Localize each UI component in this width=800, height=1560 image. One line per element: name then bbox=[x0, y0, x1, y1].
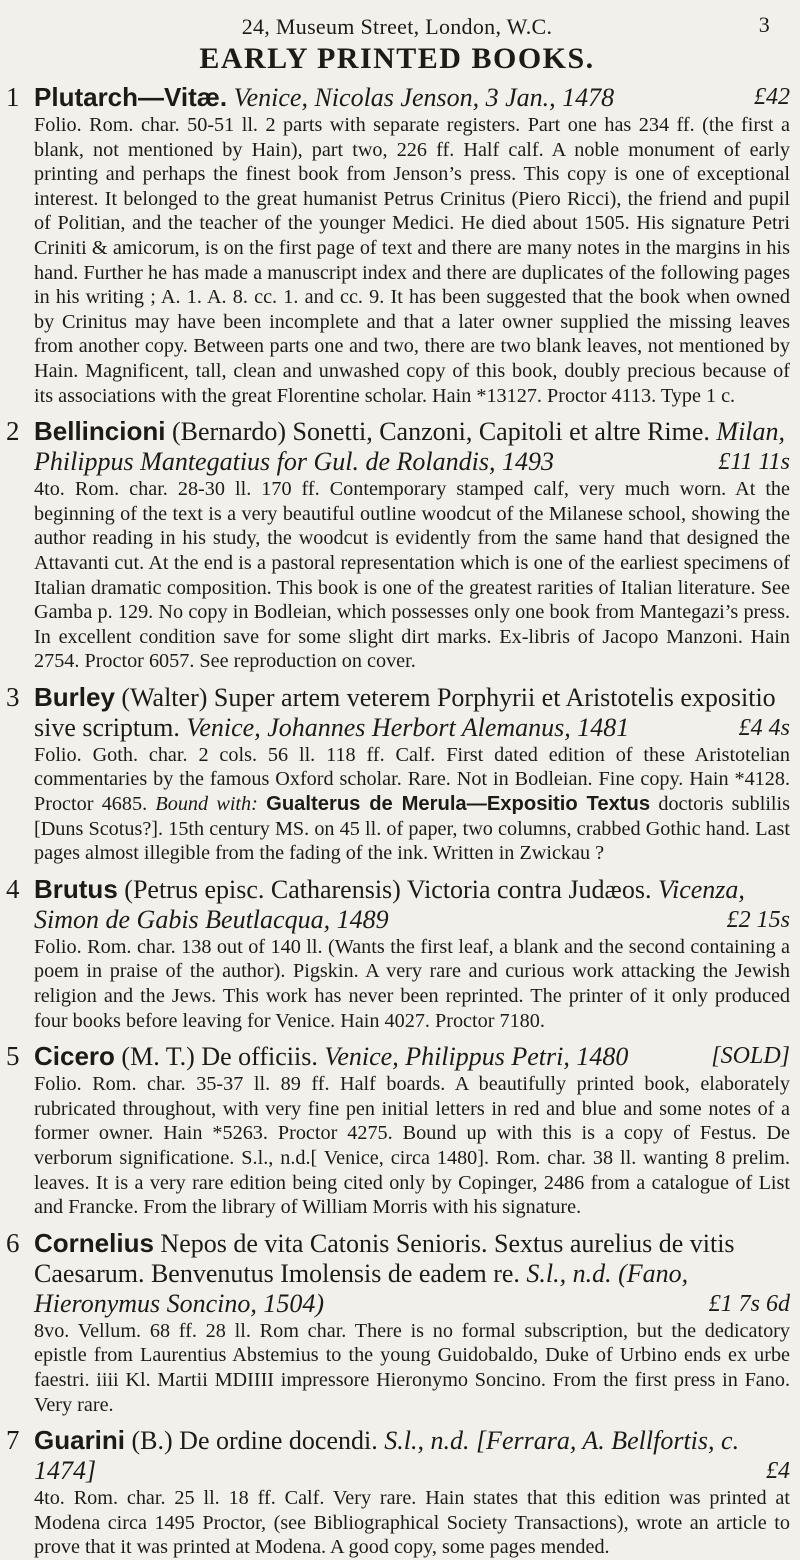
entry-price: £1 7s 6d bbox=[708, 1290, 790, 1317]
catalogue-entry bbox=[4, 82, 790, 408]
address: 24, Museum Street, London, W.C. bbox=[241, 14, 553, 39]
section-title: EARLY PRINTED BOOKS. bbox=[199, 42, 595, 75]
entry-description: Folio. Rom. char. 35-37 ll. 89 ff. Half boards. A beautifully printed book, elaborately rubricated throughout, with very fine pen initial letters in red and blue and some notes of a former owner. Hain *5263. Proctor 4275. Bound up with this is a copy of Festus. De verborum significatione. S.l., n.d.[ Venice, circa 1480]. Rom. char. 38 ll. wanting 8 prelim. leaves. It is a very rare edition being cited only by Copinger, 2486 from a catalogue of List and Francke. From the library of William Morris with his signature. bbox=[34, 1073, 790, 1219]
entry-imprint: Venice, Philippus Petri, 1480 bbox=[324, 1042, 629, 1072]
entry-imprint: Milan, Philippus Mantegatius for Gul. de Rolandis, 1493 bbox=[34, 417, 786, 477]
catalogue-entry bbox=[4, 416, 790, 674]
entry-number: 7 bbox=[6, 1425, 20, 1456]
entry-heading bbox=[34, 682, 790, 743]
catalogue-entry bbox=[4, 874, 790, 1033]
entry-title: Nepos de vita Catonis Senioris. Sextus aurelius de vitis Caesarum. Benvenutus Imolensis de eadem re. bbox=[34, 1228, 735, 1288]
entry-description: 4to. Rom. char. 25 ll. 18 ff. Calf. Very rare. Hain states that this edition was printed at Modena circa 1495 Proctor, (see Bibliographical Society Transactions), wrote an article to prove that it was printed at Modena. A good copy, some pages mended. bbox=[34, 1487, 790, 1559]
entry-heading bbox=[34, 82, 790, 113]
entry-title: (Bernardo) Sonetti, Canzoni, Capitoli et altre Rime. bbox=[171, 417, 710, 447]
entry-heading bbox=[34, 874, 790, 935]
entry-price: £2 15s bbox=[726, 906, 790, 933]
entry-author: Brutus bbox=[34, 873, 118, 904]
entry-imprint: Venice, Johannes Herbort Alemanus, 1481 bbox=[186, 712, 630, 742]
entry-description bbox=[34, 743, 790, 866]
entry-price: [SOLD] bbox=[711, 1043, 790, 1070]
entry-author: Plutarch—Vitæ. bbox=[34, 82, 228, 112]
entry-author: Bellincioni bbox=[34, 416, 166, 447]
entry-price: £11 11s bbox=[718, 449, 790, 476]
entry-title: (Walter) Super artem veterem Porphyrii et Aristotelis expositio sive scriptum. bbox=[34, 682, 776, 742]
entry-heading bbox=[34, 1425, 790, 1486]
entry-number: 3 bbox=[6, 681, 20, 712]
entry-description-text: Folio. Goth. char. 2 cols. 56 ll. 118 ff. Calf. First dated edition of these Aristotelian commentaries by the famous Oxford scholar. Rare. Not in Bodleian. Fine copy. Hain *4128. Proctor 4685. bbox=[34, 743, 790, 816]
catalogue-entry bbox=[4, 1425, 790, 1560]
entry-description: 4to. Rom. char. 28-30 ll. 170 ff. Contemporary stamped calf, very much worn. At the beginning of the text is a very beautiful outline woodcut of the Milanese school, showing the author reading in his study, the woodcut is evidently from the same hand that designed the Attavanti cut. At the end is a pastoral representation which is one of the earliest specimens of Italian dramatic composition. This book is one of the greatest rarities of Italian literature. See Gamba p. 129. No copy in Bodleian, which possesses only one book from Mantegazi’s press. In excellent condition save for some slight dirt marks. Ex-libris of Jacopo Manzoni. Hain 2754. Proctor 6057. See reproduction on cover. bbox=[34, 478, 790, 673]
entry-description: Folio. Rom. char. 50-51 ll. 2 parts with separate registers. Part one has 234 ff. (the first a blank, not mentioned by Hain), part two, 226 ff. Half calf. A noble monument of early printing and perhaps the finest book from Jenson’s press. This copy is one of exceptional interest. It belonged to the great humanist Petrus Crinitus (Piero Ricci), the friend and pupil of Politian, and the teacher of the younger Medici. He died about 1505. His signature Petri Criniti & amicorum, is on the first page of text and there are many notes in the margins in his hand. Further he has made a manuscript index and there are duplicates of the following pages in his writing ; A. 1. A. 8. cc. 1. and cc. 9. It has been suggested that the book when owned by Crinitus may have been incomplete and that a later owner supplied the missing leaves from another copy. Between parts one and two, there are two blank leaves, not mentioned by Hain. Magnificent, tall, clean and unwashed copy of this book, doubly precious because of its associations with the great Florentine scholar. Hain *13127. Proctor 4113. Type 1 c. bbox=[34, 114, 790, 407]
bound-with-label: Bound with: bbox=[155, 793, 258, 816]
entry-title: (M. T.) De officiis. bbox=[121, 1042, 318, 1072]
entry-imprint: Venice, Nicolas Jenson, 3 Jan., 1478 bbox=[233, 83, 615, 112]
entry-price: £4 bbox=[766, 1458, 790, 1485]
entry-number: 5 bbox=[6, 1041, 20, 1072]
entry-number: 4 bbox=[6, 873, 20, 904]
entry-heading bbox=[34, 416, 790, 477]
page-header bbox=[4, 14, 790, 40]
entry-author: Cicero bbox=[34, 1041, 115, 1072]
entry-price: £4 4s bbox=[738, 714, 790, 741]
entry-author: Burley bbox=[34, 681, 115, 712]
catalogue-entry bbox=[4, 682, 790, 866]
entry-heading bbox=[34, 1228, 790, 1319]
entry-description-continued: doctoris sublilis [Duns Scotus?]. 15th century MS. on 45 ll. of paper, two columns, crabbed Gothic hand. Last pages almost illegible from the fading of the ink. Written in Zwickau ? bbox=[34, 793, 790, 865]
entry-author: Cornelius bbox=[34, 1227, 154, 1258]
page-number: 3 bbox=[758, 12, 770, 37]
bound-with-title: Gualterus de Merula—Expositio Textus bbox=[266, 793, 651, 816]
entry-author: Guarini bbox=[34, 1425, 126, 1456]
entry-number: 6 bbox=[6, 1227, 20, 1258]
entry-number: 1 bbox=[6, 82, 20, 112]
entry-description: Folio. Rom. char. 138 out of 140 ll. (Wants the first leaf, a blank and the second containing a poem in praise of the author). Pigskin. A very rare and curious work attacking the Jewish religion and the Jews. This work has never been reprinted. The printer of it only produced four books before leaving for Venice. Hain 4027. Proctor 7180. bbox=[34, 935, 790, 1032]
entry-imprint: S.l., n.d. [Ferrara, A. Bellfortis, c. 1474] bbox=[34, 1426, 740, 1486]
entry-imprint: Vicenza, Simon de Gabis Beutlacqua, 1489 bbox=[34, 874, 745, 934]
catalogue-entry bbox=[4, 1228, 790, 1417]
entry-imprint: S.l., n.d. (Fano, Hieronymus Soncino, 1504) bbox=[34, 1258, 689, 1318]
entry-description: 8vo. Vellum. 68 ff. 28 ll. Rom char. There is no formal subscription, but the dedicatory epistle from Laurentius Abstemius to the young Guidobaldo, Duke of Urbino ends ex urbe faestri. iiii Kl. Martii MDIIII impressore Hieronymo Soncino. From the first press in Fano. Very rare. bbox=[34, 1319, 790, 1416]
entry-heading bbox=[34, 1041, 790, 1072]
entry-price: £42 bbox=[754, 84, 790, 110]
entry-number: 2 bbox=[6, 416, 20, 447]
entry-title: (B.) De ordine docendi. bbox=[131, 1426, 378, 1456]
entry-title: (Petrus episc. Catharensis) Victoria contra Judæos. bbox=[124, 874, 652, 904]
catalogue-entry bbox=[4, 1041, 790, 1220]
